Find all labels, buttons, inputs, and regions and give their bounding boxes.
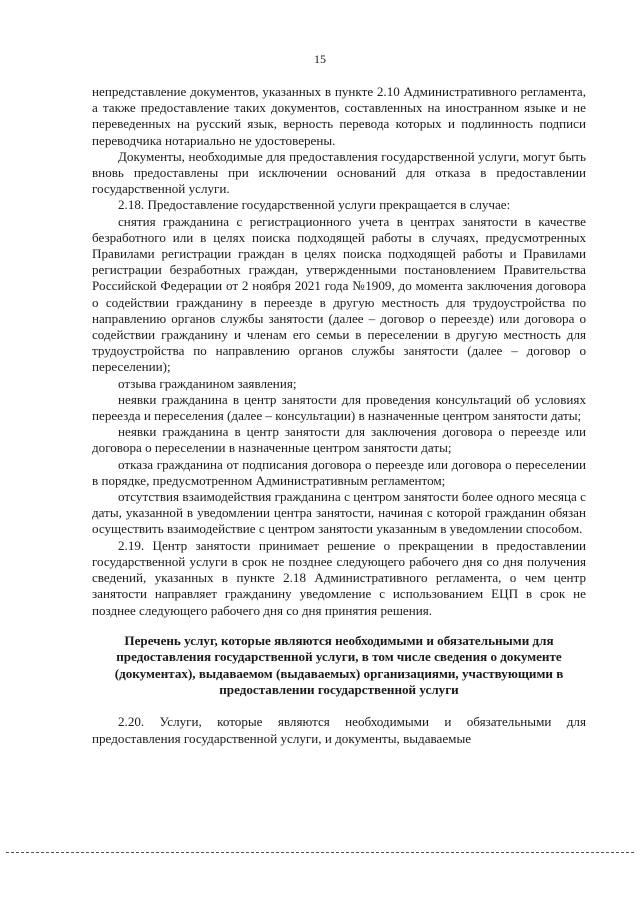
paragraph-11: 2.20. Услуги, которые являются необходимыми и обязательными для предоставления государственной услуги, и документы, выдаваемые <box>92 714 586 746</box>
paragraph-6: неявки гражданина в центр занятости для проведения консультаций об условиях переезда и переселения (далее – консультации) в назначенные центром занятости даты; <box>92 391 586 424</box>
paragraph-10: 2.19. Центр занятости принимает решение о прекращении в предоставлении государственной услуги в срок не позднее следующего рабочего дня со дня получения сведений, указанных в пункте 2.18 Административного регламента, о чем центр занятости направляет гражданину уведомление с использованием ЕЦП в срок не позднее следующего рабочего дня со дня принятия решения. <box>92 537 586 618</box>
paragraph-3: 2.18. Предоставление государственной услуги прекращается в случае: <box>118 197 511 213</box>
paragraph-2: Документы, необходимые для предоставления государственной услуги, могут быть вновь предоставлены при исключении оснований для отказа в предоставлении государственной услуги. <box>92 148 586 197</box>
paragraph-5: отзыва гражданином заявления; <box>118 375 297 391</box>
section-heading: Перечень услуг, которые являются необходимыми и обязательными для предоставления государственной услуги, в том числе сведения о документе (документах), выдаваемом (выдаваемых) организациями, участвующими в предоставлении государственной услуги <box>114 632 564 697</box>
page-bottom-rule <box>6 852 634 853</box>
paragraph-9: отсутствия взаимодействия гражданина с центром занятости более одного месяца с даты, указанной в уведомлении центра занятости, начиная с которой гражданин обязан осуществить взаимодействие с центром занятости указанным в уведомлении способом. <box>92 489 586 537</box>
paragraph-1: непредставление документов, указанных в пункте 2.10 Административного регламента, а также предоставление таких документов, составленных на иностранном языке и не переведенных на русский язык, верность перевода которых и подлинность подписи переводчика нотариально не удостоверены. <box>92 84 586 148</box>
page-number: 15 <box>314 52 326 66</box>
paragraph-4: снятия гражданина с регистрационного учета в центрах занятости в качестве безработного или в целях поиска подходящей работы в случаях, предусмотренных Правилами регистрации граждан в целях поиска подходящей работы и Правилами регистрации безработных граждан, утвержденными постановлением Правительства Российской Федерации от 2 ноября 2021 года №1909, до момента заключения договора о содействии гражданину в переезде в другую местность для трудоустройства по направлению органов службы занятости (далее – договор о переезде) или договора о содействии гражданину и членам его семьи в переселении в другую местность для трудоустройства по направлению органов службы занятости (далее – договор о переселении); <box>92 213 586 375</box>
document-body <box>92 84 586 747</box>
paragraph-7: неявки гражданина в центр занятости для заключения договора о переезде или договора о переселении в назначенные центром занятости даты; <box>92 424 586 456</box>
paragraph-8: отказа гражданина от подписания договора о переезде или договора о переселении в порядке, предусмотренном Административным регламентом; <box>92 456 586 488</box>
